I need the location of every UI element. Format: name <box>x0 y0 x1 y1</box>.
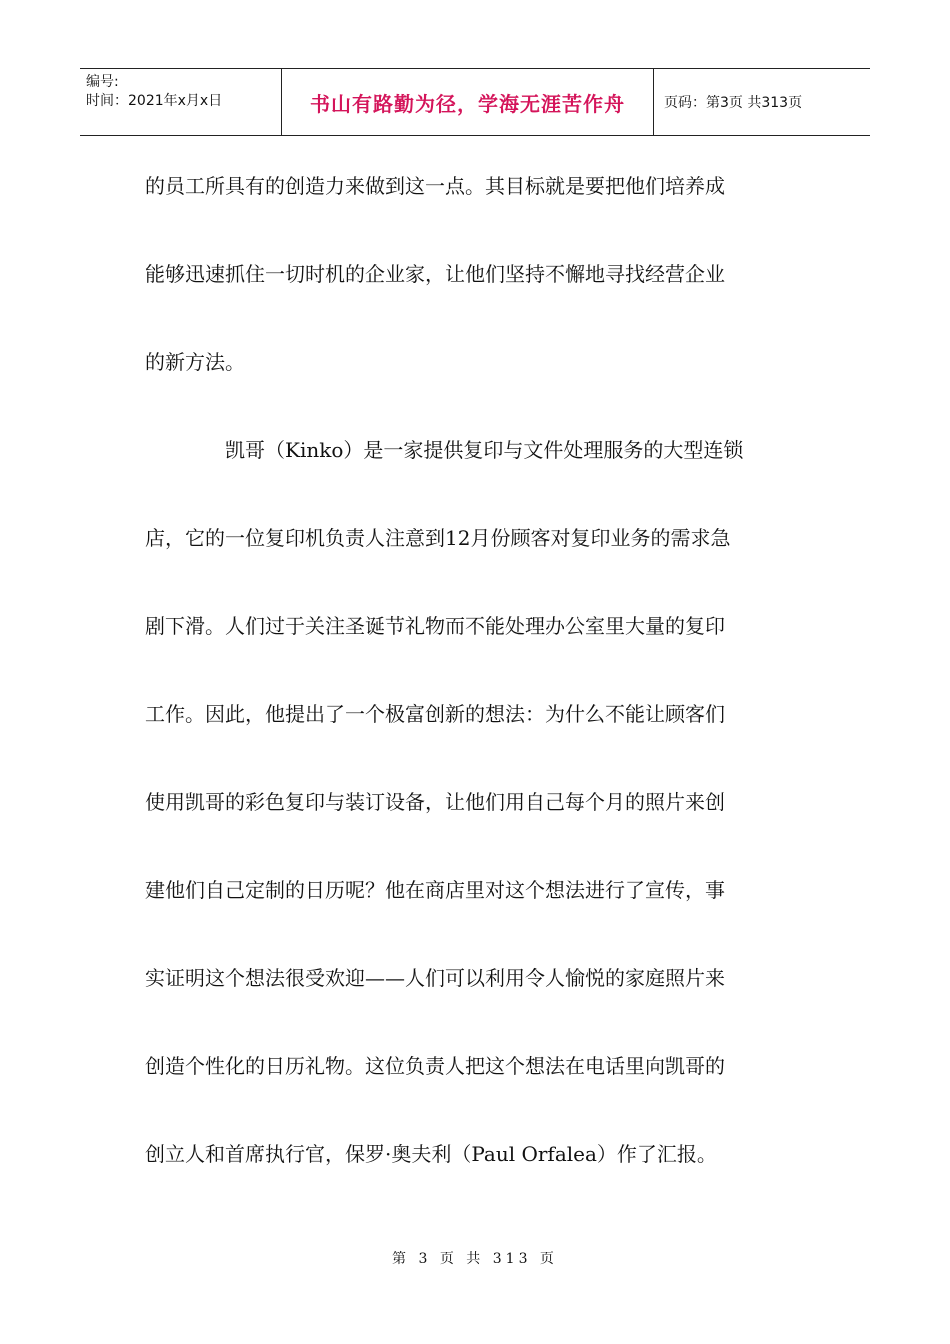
body-line: 创造个性化的日历礼物。这位负责人把这个想法在电话里向凯哥的 <box>145 1054 725 1078</box>
body-line: 工作。因此，他提出了一个极富创新的想法：为什么不能让顾客们 <box>145 702 725 726</box>
page-header <box>80 68 870 136</box>
body-line: 能够迅速抓住一切时机的企业家，让他们坚持不懈地寻找经营企业 <box>145 262 725 286</box>
body-line-paragraph-start: 凯哥（Kinko）是一家提供复印与文件处理服务的大型连锁 <box>225 438 744 462</box>
header-page-info: 页码：第3页 共313页 <box>664 95 803 111</box>
document-number-label: 编号: <box>86 74 119 90</box>
document-body <box>145 148 815 1204</box>
header-meta <box>80 69 282 135</box>
body-line: 店，它的一位复印机负责人注意到12月份顾客对复印业务的需求急 <box>145 526 731 550</box>
page-footer: 第 3 页 共 313 页 <box>392 1251 558 1267</box>
document-date: 时间：2021年x月x日 <box>86 93 223 109</box>
body-line: 剧下滑。人们过于关注圣诞节礼物而不能处理办公室里大量的复印 <box>145 614 725 638</box>
body-line: 的员工所具有的创造力来做到这一点。其目标就是要把他们培养成 <box>145 174 725 198</box>
body-line: 建他们自己定制的日历呢？他在商店里对这个想法进行了宣传，事 <box>145 878 725 902</box>
body-line: 使用凯哥的彩色复印与装订设备，让他们用自己每个月的照片来创 <box>145 790 725 814</box>
body-line: 的新方法。 <box>145 350 245 374</box>
body-line: 创立人和首席执行官，保罗·奥夫利（Paul Orfalea）作了汇报。 <box>145 1142 717 1166</box>
body-line: 实证明这个想法很受欢迎——人们可以利用令人愉悦的家庭照片来 <box>145 966 725 990</box>
header-motto: 书山有路勤为径，学海无涯苦作舟 <box>282 69 654 135</box>
